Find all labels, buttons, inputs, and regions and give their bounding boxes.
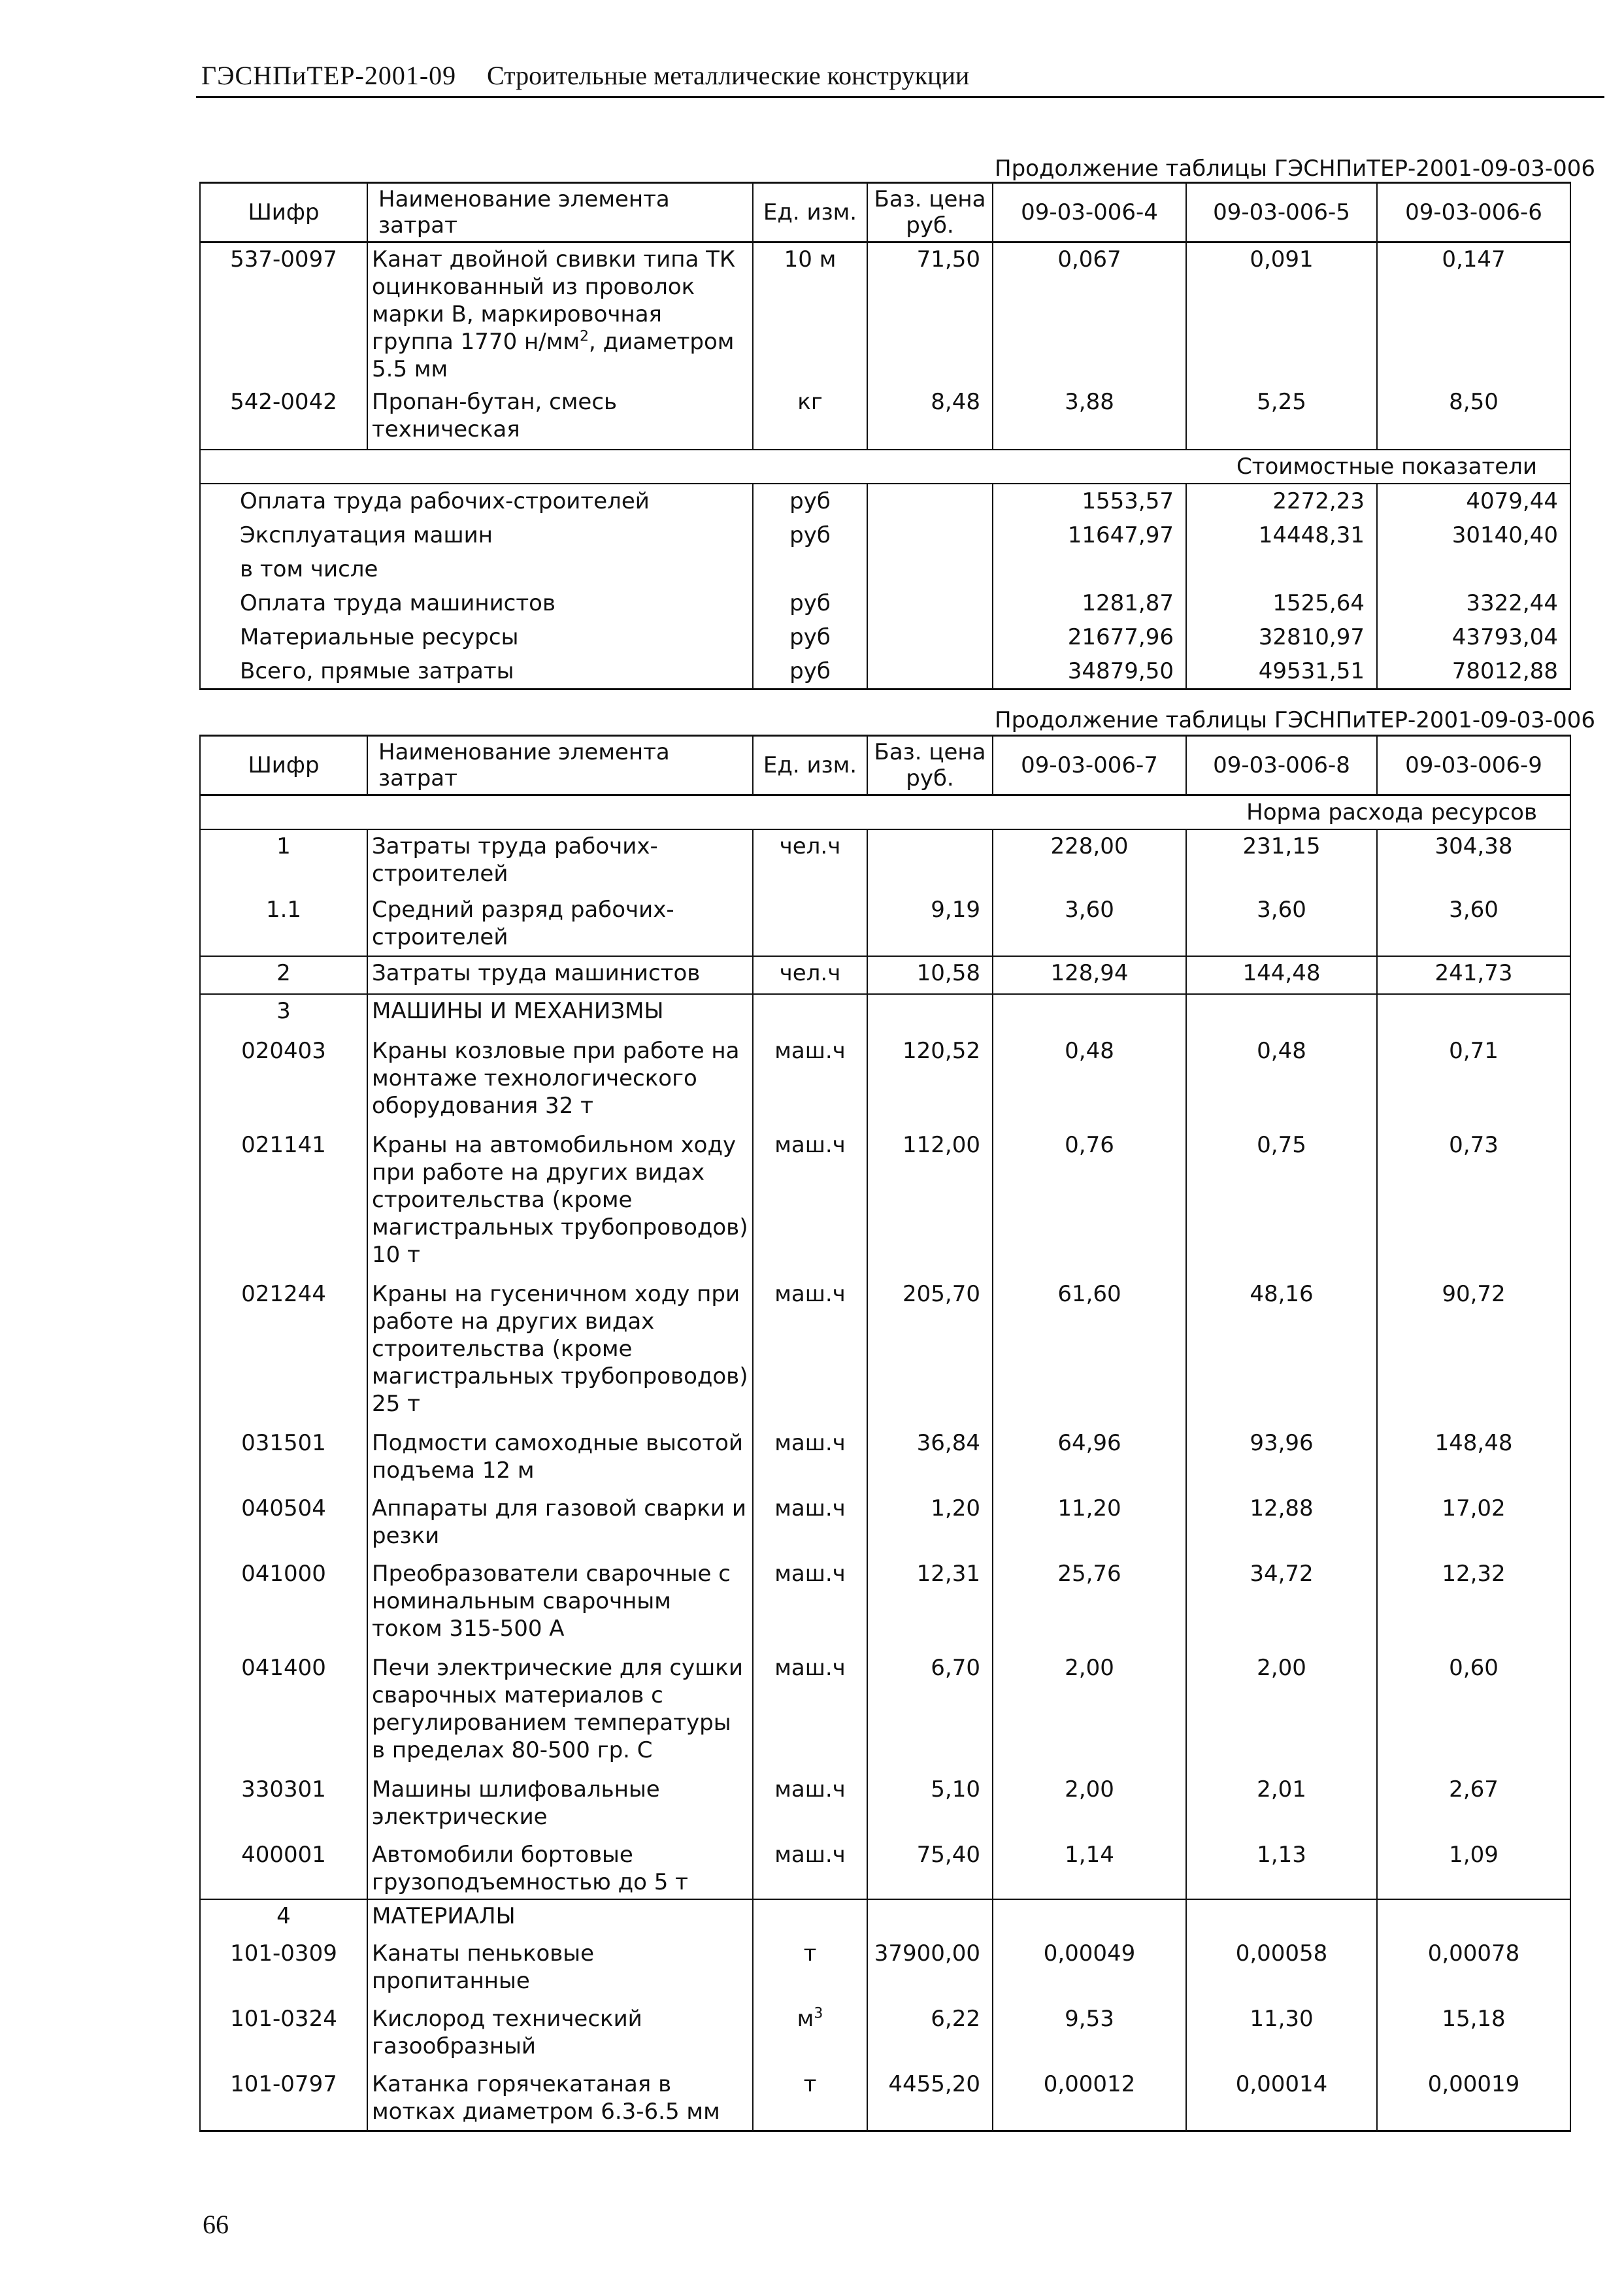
summary-value-3: 30140,40 [1377, 518, 1570, 552]
row-value-2: 3,60 [1186, 893, 1377, 956]
table-row [200, 1838, 1570, 1899]
row-unit: маш.ч [753, 1652, 867, 1773]
table-row [200, 829, 1570, 893]
summary-value-1 [993, 552, 1186, 586]
col-unit-header: Ед. изм. [753, 736, 867, 795]
row-value-3: 0,147 [1377, 242, 1570, 386]
table-row [200, 2068, 1570, 2131]
summary-price [867, 620, 993, 654]
empty-cell [1186, 994, 1377, 1035]
table-row [200, 386, 1570, 450]
row-code: 020403 [200, 1035, 367, 1129]
row-unit: маш.ч [753, 1557, 867, 1652]
summary-row [200, 518, 1570, 552]
row-value-3: 8,50 [1377, 386, 1570, 450]
row-value-1: 1,14 [993, 1838, 1186, 1899]
row-price: 8,48 [867, 386, 993, 450]
row-value-1: 0,76 [993, 1129, 1186, 1278]
row-value-1: 0,48 [993, 1035, 1186, 1129]
row-value-2: 144,48 [1186, 956, 1377, 994]
row-value-1: 61,60 [993, 1278, 1186, 1427]
summary-value-2: 32810,97 [1186, 620, 1377, 654]
row-value-2: 48,16 [1186, 1278, 1377, 1427]
row-code: 041400 [200, 1652, 367, 1773]
header-title: ГЭСНПиТЕР-2001-09 [201, 61, 457, 90]
row-value-2: 11,30 [1186, 2003, 1377, 2068]
table2-caption: Продолжение таблицы ГЭСНПиТЕР-2001-09-03-006 [995, 707, 1596, 733]
row-value-3: 148,48 [1377, 1427, 1570, 1492]
row-code: 330301 [200, 1773, 367, 1838]
row-price: 205,70 [867, 1278, 993, 1427]
row-code: 400001 [200, 1838, 367, 1899]
summary-price [867, 586, 993, 620]
row-value-2: 34,72 [1186, 1557, 1377, 1652]
summary-price [867, 484, 993, 518]
row-value-1: 228,00 [993, 829, 1186, 893]
col-name-header: Наименование элемента затрат [367, 736, 753, 795]
summary-unit: руб [753, 518, 867, 552]
table-row [200, 1492, 1570, 1557]
row-unit: т [753, 2068, 867, 2131]
row-unit: 10 м [753, 242, 867, 386]
row-value-1: 0,067 [993, 242, 1186, 386]
row-price: 75,40 [867, 1838, 993, 1899]
empty-cell [867, 994, 993, 1035]
row-value-3: 304,38 [1377, 829, 1570, 893]
summary-value-3: 78012,88 [1377, 654, 1570, 690]
table1 [199, 182, 1571, 690]
section-band-row [200, 795, 1570, 830]
row-unit: чел.ч [753, 956, 867, 994]
summary-value-2: 14448,31 [1186, 518, 1377, 552]
row-unit [753, 2003, 867, 2068]
row-value-2: 0,00014 [1186, 2068, 1377, 2131]
row-value-2: 0,00058 [1186, 1937, 1377, 2003]
row-value-1: 3,60 [993, 893, 1186, 956]
summary-price [867, 654, 993, 690]
row-value-1: 3,88 [993, 386, 1186, 450]
row-unit: маш.ч [753, 1427, 867, 1492]
row-value-1: 25,76 [993, 1557, 1186, 1652]
row-value-2: 5,25 [1186, 386, 1377, 450]
section-title: МАТЕРИАЛЫ [367, 1899, 753, 1937]
empty-cell [1377, 994, 1570, 1035]
row-value-3: 15,18 [1377, 2003, 1570, 2068]
summary-label: Всего, прямые затраты [200, 654, 753, 690]
summary-unit: руб [753, 620, 867, 654]
row-value-3: 2,67 [1377, 1773, 1570, 1838]
row-price [867, 829, 993, 893]
summary-value-2: 1525,64 [1186, 586, 1377, 620]
section-code: 3 [200, 994, 367, 1035]
row-code: 040504 [200, 1492, 367, 1557]
table-row [200, 1773, 1570, 1838]
row-price: 10,58 [867, 956, 993, 994]
summary-unit [753, 552, 867, 586]
empty-cell [1186, 1899, 1377, 1937]
summary-value-2: 2272,23 [1186, 484, 1377, 518]
empty-cell [1377, 1899, 1570, 1937]
col-unit-header: Ед. изм. [753, 183, 867, 242]
row-value-1: 2,00 [993, 1652, 1186, 1773]
row-name: Краны на гусеничном ходу при работе на других видах строительства (кроме магистральных трубопроводов) 25 т [367, 1278, 753, 1427]
section-band-row [200, 450, 1570, 484]
row-name: Краны козловые при работе на монтаже технологического оборудования 32 т [367, 1035, 753, 1129]
col-name-header: Наименование элемента затрат [367, 183, 753, 242]
row-unit: чел.ч [753, 829, 867, 893]
page-header [196, 56, 1604, 98]
col-code-header: Шифр [200, 736, 367, 795]
row-unit: маш.ч [753, 1035, 867, 1129]
summary-label: Оплата труда машинистов [200, 586, 753, 620]
summary-unit: руб [753, 586, 867, 620]
table-row [200, 1278, 1570, 1427]
row-value-1: 2,00 [993, 1773, 1186, 1838]
table-row [200, 1937, 1570, 2003]
row-name: Машины шлифовальные электрические [367, 1773, 753, 1838]
row-code: 041000 [200, 1557, 367, 1652]
row-unit: маш.ч [753, 1773, 867, 1838]
summary-row [200, 620, 1570, 654]
row-code: 537-0097 [200, 242, 367, 386]
row-value-3: 0,60 [1377, 1652, 1570, 1773]
row-value-1: 0,00012 [993, 2068, 1186, 2131]
row-unit-text: м [797, 2006, 814, 2032]
summary-row [200, 552, 1570, 586]
summary-unit: руб [753, 654, 867, 690]
row-code: 2 [200, 956, 367, 994]
row-name: Автомобили бортовые грузоподъемностью до 5 т [367, 1838, 753, 1899]
section-title: МАШИНЫ И МЕХАНИЗМЫ [367, 994, 753, 1035]
summary-value-1: 1281,87 [993, 586, 1186, 620]
row-value-3: 3,60 [1377, 893, 1570, 956]
row-price: 5,10 [867, 1773, 993, 1838]
table-row [200, 1652, 1570, 1773]
col-price-header: Баз. цена руб. [867, 736, 993, 795]
row-value-3: 12,32 [1377, 1557, 1570, 1652]
table-row [200, 956, 1570, 994]
summary-value-1: 11647,97 [993, 518, 1186, 552]
row-value-3: 0,00019 [1377, 2068, 1570, 2131]
table-row [200, 893, 1570, 956]
row-value-2: 2,01 [1186, 1773, 1377, 1838]
summary-label: Оплата труда рабочих-строителей [200, 484, 753, 518]
row-name: Затраты труда рабочих-строителей [367, 829, 753, 893]
table1-header-row [200, 183, 1570, 242]
row-name: Кислород технический газообразный [367, 2003, 753, 2068]
summary-value-1: 1553,57 [993, 484, 1186, 518]
row-value-2: 0,091 [1186, 242, 1377, 386]
section-heading-row [200, 994, 1570, 1035]
row-value-2: 2,00 [1186, 1652, 1377, 1773]
row-value-3: 0,73 [1377, 1129, 1570, 1278]
row-value-1: 9,53 [993, 2003, 1186, 2068]
row-code: 1.1 [200, 893, 367, 956]
row-unit: т [753, 1937, 867, 2003]
row-code: 1 [200, 829, 367, 893]
summary-label: Материальные ресурсы [200, 620, 753, 654]
row-price: 6,70 [867, 1652, 993, 1773]
row-name: Средний разряд рабочих-строителей [367, 893, 753, 956]
row-unit: маш.ч [753, 1838, 867, 1899]
row-value-2: 12,88 [1186, 1492, 1377, 1557]
row-price: 37900,00 [867, 1937, 993, 2003]
row-unit: кг [753, 386, 867, 450]
summary-row [200, 654, 1570, 690]
row-value-3: 241,73 [1377, 956, 1570, 994]
row-price: 12,31 [867, 1557, 993, 1652]
row-price: 120,52 [867, 1035, 993, 1129]
empty-cell [753, 1899, 867, 1937]
table-row [200, 1129, 1570, 1278]
row-value-1: 128,94 [993, 956, 1186, 994]
row-value-3: 90,72 [1377, 1278, 1570, 1427]
row-value-1: 0,00049 [993, 1937, 1186, 2003]
row-name-text-end: , диаметром 5.5 мм [372, 329, 735, 382]
summary-value-2 [1186, 552, 1377, 586]
col-3-header: 09-03-006-9 [1377, 736, 1570, 795]
row-value-1: 64,96 [993, 1427, 1186, 1492]
row-value-2: 0,48 [1186, 1035, 1377, 1129]
table-row [200, 1035, 1570, 1129]
row-code: 101-0797 [200, 2068, 367, 2131]
table-row [200, 1427, 1570, 1492]
summary-value-3 [1377, 552, 1570, 586]
table-row [200, 1557, 1570, 1652]
row-unit: маш.ч [753, 1278, 867, 1427]
row-name: Затраты труда машинистов [367, 956, 753, 994]
row-unit: маш.ч [753, 1492, 867, 1557]
col-2-header: 09-03-006-8 [1186, 736, 1377, 795]
summary-row [200, 484, 1570, 518]
header-subtitle: Строительные металлические конструкции [487, 61, 970, 90]
row-code: 021141 [200, 1129, 367, 1278]
empty-cell [993, 1899, 1186, 1937]
empty-cell [867, 1899, 993, 1937]
col-2-header: 09-03-006-5 [1186, 183, 1377, 242]
summary-price [867, 552, 993, 586]
row-code: 101-0324 [200, 2003, 367, 2068]
section-heading-row [200, 1899, 1570, 1937]
table-row [200, 2003, 1570, 2068]
table2 [199, 735, 1571, 2132]
row-name: Аппараты для газовой сварки и резки [367, 1492, 753, 1557]
row-value-3: 0,71 [1377, 1035, 1570, 1129]
section-band: Стоимостные показатели [200, 450, 1570, 484]
row-value-2: 231,15 [1186, 829, 1377, 893]
row-price: 6,22 [867, 2003, 993, 2068]
row-value-2: 1,13 [1186, 1838, 1377, 1899]
unit-superscript: 3 [814, 2005, 823, 2022]
summary-value-2: 49531,51 [1186, 654, 1377, 690]
row-value-2: 0,75 [1186, 1129, 1377, 1278]
summary-value-1: 21677,96 [993, 620, 1186, 654]
row-name [367, 242, 753, 386]
summary-row [200, 586, 1570, 620]
row-value-3: 1,09 [1377, 1838, 1570, 1899]
row-price: 9,19 [867, 893, 993, 956]
row-name: Пропан-бутан, смесь техническая [367, 386, 753, 450]
col-1-header: 09-03-006-7 [993, 736, 1186, 795]
row-code: 101-0309 [200, 1937, 367, 2003]
summary-price [867, 518, 993, 552]
col-1-header: 09-03-006-4 [993, 183, 1186, 242]
summary-value-3: 4079,44 [1377, 484, 1570, 518]
row-price: 1,20 [867, 1492, 993, 1557]
empty-cell [993, 994, 1186, 1035]
col-price-header: Баз. цена руб. [867, 183, 993, 242]
row-price: 36,84 [867, 1427, 993, 1492]
row-name: Подмости самоходные высотой подъема 12 м [367, 1427, 753, 1492]
row-name: Катанка горячекатаная в мотках диаметром 6.3-6.5 мм [367, 2068, 753, 2131]
table1-caption: Продолжение таблицы ГЭСНПиТЕР-2001-09-03-006 [995, 156, 1596, 182]
row-price: 4455,20 [867, 2068, 993, 2131]
row-value-2: 93,96 [1186, 1427, 1377, 1492]
summary-unit: руб [753, 484, 867, 518]
summary-label: в том числе [200, 552, 753, 586]
unit-superscript: 2 [580, 328, 589, 345]
section-code: 4 [200, 1899, 367, 1937]
empty-cell [753, 994, 867, 1035]
row-value-1: 11,20 [993, 1492, 1186, 1557]
row-name: Канаты пеньковые пропитанные [367, 1937, 753, 2003]
row-name: Краны на автомобильном ходу при работе на других видах строительства (кроме магистральных трубопроводов) 10 т [367, 1129, 753, 1278]
row-price: 112,00 [867, 1129, 993, 1278]
col-3-header: 09-03-006-6 [1377, 183, 1570, 242]
row-name-text: Канат двойной свивки типа ТК оцинкованный из проволок марки В, маркировочная группа 1770 н/мм [372, 246, 736, 355]
row-name: Преобразователи сварочные с номинальным сварочным током 315-500 А [367, 1557, 753, 1652]
row-unit [753, 893, 867, 956]
row-price: 71,50 [867, 242, 993, 386]
table2-header-row [200, 736, 1570, 795]
col-code-header: Шифр [200, 183, 367, 242]
row-code: 542-0042 [200, 386, 367, 450]
row-name: Печи электрические для сушки сварочных материалов с регулированием температуры в пределах 80-500 гр. С [367, 1652, 753, 1773]
summary-value-3: 43793,04 [1377, 620, 1570, 654]
row-code: 031501 [200, 1427, 367, 1492]
page-number: 66 [203, 2210, 229, 2239]
summary-label: Эксплуатация машин [200, 518, 753, 552]
section-band: Норма расхода ресурсов [200, 795, 1570, 830]
row-value-3: 17,02 [1377, 1492, 1570, 1557]
summary-value-3: 3322,44 [1377, 586, 1570, 620]
summary-value-1: 34879,50 [993, 654, 1186, 690]
table-row [200, 242, 1570, 386]
row-unit: маш.ч [753, 1129, 867, 1278]
row-code: 021244 [200, 1278, 367, 1427]
row-value-3: 0,00078 [1377, 1937, 1570, 2003]
